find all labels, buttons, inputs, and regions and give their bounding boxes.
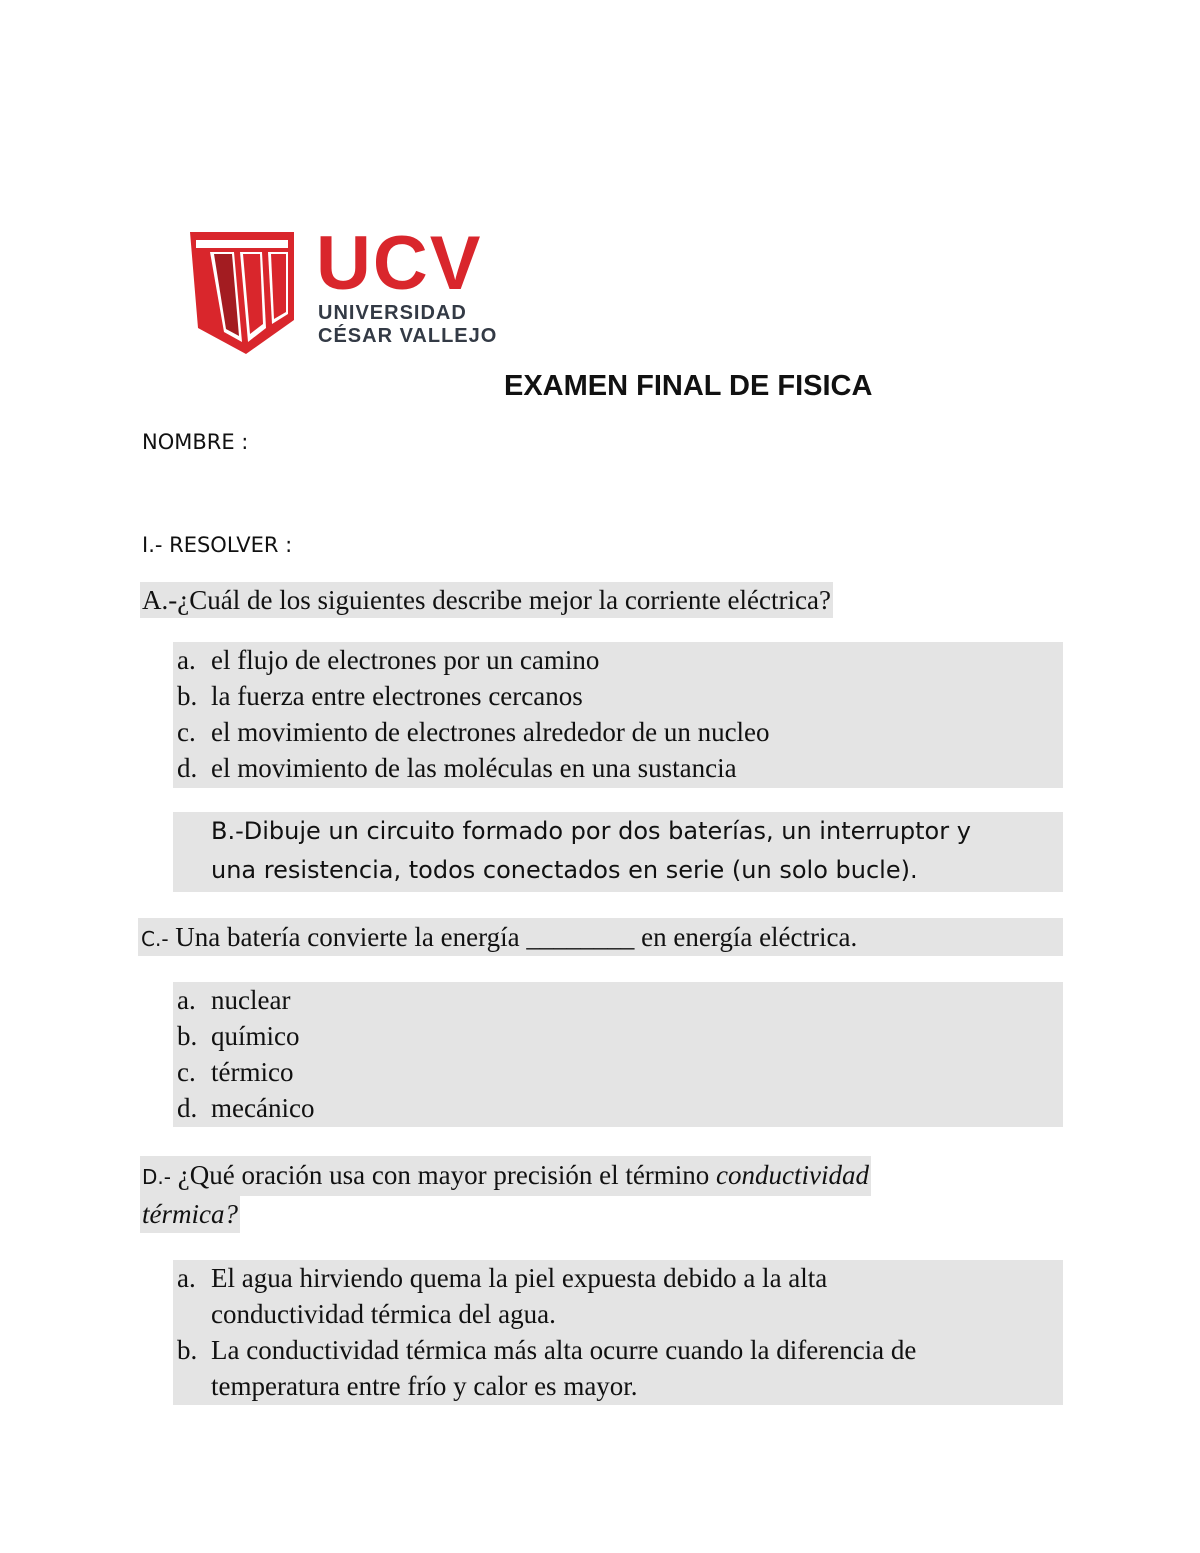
option-letter: d.: [177, 1093, 198, 1123]
logo-university-line: UNIVERSIDAD: [318, 302, 467, 324]
question-c-text-end: en energía eléctrica.: [634, 922, 858, 952]
option-letter: a.: [177, 645, 196, 675]
option-text: mecánico: [211, 1093, 315, 1123]
question-d: [140, 1156, 871, 1196]
page-title: EXAMEN FINAL DE FISICA: [504, 370, 873, 402]
option-item: [173, 642, 1063, 678]
option-text-cont: temperatura entre frío y calor es mayor.: [211, 1371, 638, 1401]
option-text: el flujo de electrones por un camino: [211, 645, 600, 675]
option-letter: c.: [177, 1057, 196, 1087]
option-item: [173, 1090, 1063, 1126]
option-item: [173, 982, 1063, 1018]
option-text: El agua hirviendo quema la piel expuesta debido a la alta: [211, 1263, 828, 1293]
option-item: [173, 1332, 1063, 1404]
option-letter: d.: [177, 753, 198, 783]
option-text: la fuerza entre electrones cercanos: [211, 681, 583, 711]
question-c-options: [173, 982, 1063, 1127]
question-c-prefix: C.-: [141, 927, 169, 951]
answer-blank: ________: [526, 922, 635, 952]
option-item: [173, 678, 1063, 714]
question-d-term: conductividad: [716, 1160, 870, 1190]
question-d-text: ¿Qué oración usa con mayor precisión el término: [170, 1160, 717, 1190]
option-text: La conductividad térmica más alta ocurre cuando la diferencia de: [211, 1335, 917, 1365]
option-item: [173, 714, 1063, 750]
question-a: A.-¿Cuál de los siguientes describe mejor la corriente eléctrica?: [140, 582, 833, 618]
option-text: el movimiento de electrones alrededor de un nucleo: [211, 717, 770, 747]
logo-shield-icon: [190, 232, 294, 354]
question-c: [138, 918, 1063, 956]
question-d-continuation: [140, 1195, 240, 1233]
question-c-text: Una batería convierte la energía: [168, 922, 527, 952]
question-b: [173, 812, 1063, 892]
section-label: I.- RESOLVER :: [142, 533, 293, 557]
option-letter: a.: [177, 985, 196, 1015]
option-item: [173, 750, 1063, 786]
option-text: térmico: [211, 1057, 294, 1087]
option-letter: c.: [177, 717, 196, 747]
question-b-line: una resistencia, todos conectados en serie (un solo bucle).: [211, 856, 918, 884]
option-item: [173, 1054, 1063, 1090]
option-letter: b.: [177, 1021, 198, 1051]
option-text: el movimiento de las moléculas en una sustancia: [211, 753, 737, 783]
option-text: químico: [211, 1021, 300, 1051]
option-text-cont: conductividad térmica del agua.: [211, 1299, 556, 1329]
option-text: nuclear: [211, 985, 291, 1015]
option-letter: a.: [177, 1263, 196, 1293]
logo-name-line: CÉSAR VALLEJO: [318, 325, 498, 347]
question-d-options: [173, 1260, 1063, 1405]
question-b-line: B.-Dibuje un circuito formado por dos baterías, un interruptor y: [211, 817, 971, 845]
option-letter: b.: [177, 681, 198, 711]
option-item: [173, 1018, 1063, 1054]
name-label: NOMBRE :: [142, 430, 249, 454]
question-a-options: [173, 642, 1063, 788]
option-item: [173, 1260, 1063, 1332]
logo-acronym: UCV: [316, 221, 483, 306]
question-d-prefix: D.-: [142, 1165, 171, 1189]
option-letter: b.: [177, 1335, 198, 1365]
question-d-term-end: térmica?: [142, 1199, 238, 1229]
